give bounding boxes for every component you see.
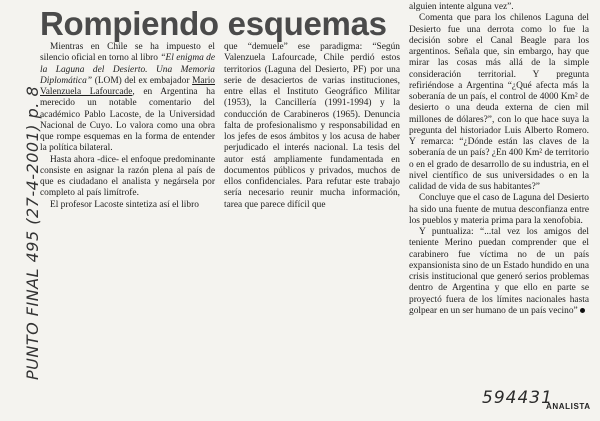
text-run: que “demuele” ese paradigma: “Según Valenzuela Lafourcade, Chile perdió estos territorios (Laguna del Desierto, PF) por una serie de desaciertos de varias instituciones, entre ellas el Instituto Geográfico Militar (1953), la Cancillería (1991-1994) y la conducción de Carabineros (1965). Denuncia falta de profesionalismo y responsabilidad en los jefes de esos ámbitos y los acusa de haber perjudicado el interés nacional. La tesis del autor está ampliamente fundamentada en documentos públicos y privados, muchos de ellos confidenciales. Para refutar este trabajo sería necesario reunir mucha información, tarea que parece difícil que (224, 42, 400, 210)
article-column-3 (409, 2, 589, 317)
end-of-article-mark (580, 308, 585, 313)
author-name: Mario Valenzuela Lafourcade (40, 75, 215, 97)
article-paragraph (40, 42, 215, 155)
source-note-text: PUNTO FINAL 495 (27-4-2001) p. 8 (23, 85, 42, 380)
article-paragraph (224, 42, 400, 211)
text-run: El profesor Lacoste sintetiza así el libro (50, 199, 199, 210)
section-tag: ANALISTA (546, 402, 591, 411)
article-paragraph (40, 200, 215, 211)
text-run: Comenta que para los chilenos Laguna del Desierto fue una derrota como lo fue la decisión sobre el Canal Beagle para los argentinos. Señala que, sin embargo, hay que mirar las cosas más allá de la simple consideración territorial. Y pregunta refiriéndose a Argentina “¿Qué afecta más la soberanía de un país, el control de 4000 Km² de desierto o una deuda externa de cien mil millones de dólares?”, con lo que hace suya la pregunta del historiador Luis Alberto Romero. Y remarca: “¿Dónde están las claves de la soberanía de un país? ¿En 400 Km² de territorio o en el grado de desarrollo de su industria, en el nivel científico de sus universidades o en la calidad de vida de sus habitantes?” (409, 13, 589, 192)
archive-stamp-number: 594431 (482, 388, 553, 408)
article-paragraph (409, 193, 589, 227)
article-column-2 (224, 42, 400, 211)
headline: Rompiendo esquemas (40, 5, 387, 42)
text-run: (LOM) del ex embajador (92, 75, 193, 86)
article-paragraph (409, 227, 589, 317)
text-run: alguien intente alguna vez”. (409, 2, 514, 12)
handwritten-source-note (3, 85, 42, 380)
text-run: Mientras en Chile se ha impuesto el silencio oficial en torno al libro (40, 42, 215, 64)
book-title: “El enigma de la Laguna del Desierto. Una Memoria Diplomática” (40, 53, 216, 86)
text-run: Y puntualiza: “...tal vez los amigos del teniente Merino puedan comprender que el carabinero fue víctima no de un país expansionista sino de un Estado hundido en una crisis institucional que generó serios problemas dentro de Argentina y que ello en parte se proyectó fuera de los límites nacionales hasta golpear en un ser humano de un país vecino” (409, 227, 589, 316)
text-run: , en Argentina ha merecido un notable comentario del académico Pablo Lacoste, de la Universidad Nacional de Cuyo. Lo valora como una obra que rompe esquemas en la forma de entender la política bilateral. (40, 87, 215, 154)
article-paragraph (40, 155, 215, 200)
article-column-1 (40, 42, 215, 211)
article-paragraph (409, 13, 589, 193)
text-run: Hasta ahora -dice- el enfoque predominante consiste en asignar la razón plena al país de que es ciudadano el analista y negársela por completo al país limítrofe. (40, 154, 215, 199)
text-run: Concluye que el caso de Laguna del Desierto ha sido una fuente de mutua desconfianza entre los pueblos y materia prima para la xenofobia. (409, 193, 589, 226)
article-paragraph (409, 2, 589, 13)
